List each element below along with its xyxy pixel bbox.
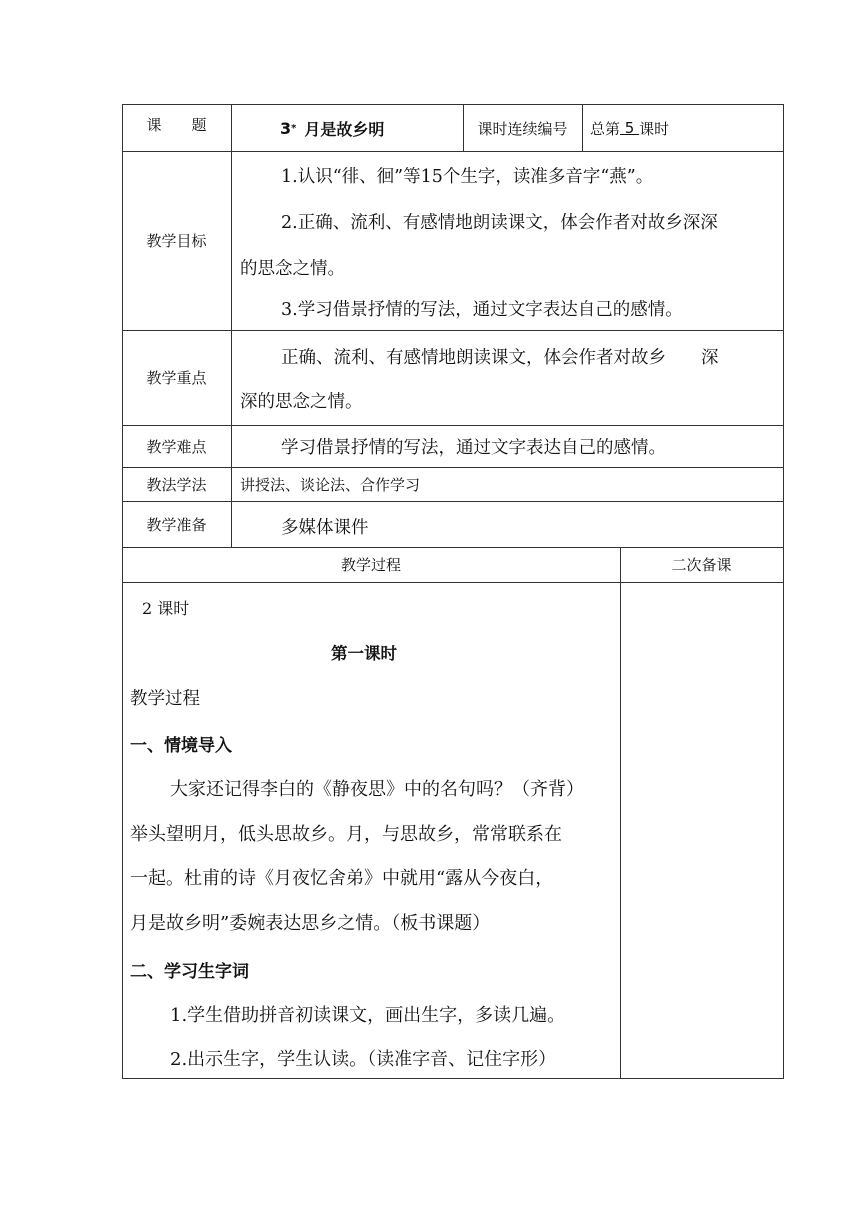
hours-text: 2 课时 [142, 599, 190, 618]
section2-line-1: 1.学生借助拼音初读课文，画出生字，多读几遍。 [170, 1005, 566, 1026]
notes-header: 二次备课 [671, 556, 732, 574]
total-cell [590, 104, 780, 152]
border-notes-col [620, 547, 621, 1079]
key-label: 教学重点 [146, 369, 207, 387]
goal-2-cont: 的思念之情。 [240, 259, 345, 279]
section2-line-2: 2.出示生字，学生认读。（读准字音、记住字形） [170, 1049, 557, 1070]
lesson-star: * [291, 122, 297, 134]
section1-line-2: 举头望明月，低头思故乡。月，与思故乡，常常联系在 [130, 824, 562, 845]
section2-title: 二、学习生字词 [130, 962, 249, 982]
total-prefix: 总第 [590, 119, 621, 138]
border-row7 [122, 582, 784, 583]
difficult-label: 教学难点 [146, 437, 207, 456]
total-suffix: 课时 [639, 119, 670, 138]
lesson-number: 3 [280, 118, 292, 138]
border-right [783, 104, 784, 1079]
goals-label: 教学目标 [146, 232, 207, 250]
process-header: 教学过程 [340, 556, 401, 574]
goal-3: 3.学习借景抒情的写法，通过文字表达自己的感情。 [281, 300, 683, 320]
section1-line-1: 大家还记得李白的《静夜思》中的名句吗？（齐背） [170, 779, 584, 800]
goal-2: 2.正确、流利、有感情地朗读课文，体会作者对故乡深深 [281, 213, 718, 233]
method-label: 教法学法 [146, 475, 207, 494]
difficult-text: 学习借景抒情的写法，通过文字表达自己的感情。 [281, 438, 666, 458]
section1-line-3: 一起。杜甫的诗《月夜忆舍弟》中就用“露从今夜白， [130, 868, 554, 889]
key-line-2: 深的思念之情。 [240, 392, 363, 412]
process-title: 教学过程 [130, 689, 200, 709]
method-text: 讲授法、谈论法、合作学习 [240, 475, 421, 494]
lesson-title: 月是故乡明 [304, 119, 385, 139]
border-serial-col [582, 104, 583, 152]
total-value: 5 [620, 119, 640, 137]
key-line-1: 正确、流利、有感情地朗读课文，体会作者对故乡 深 [281, 348, 719, 368]
prep-text: 多媒体课件 [281, 518, 369, 538]
first-hour-title: 第一课时 [331, 644, 397, 663]
serial-label: 课时连续编号 [477, 119, 568, 138]
border-bottom [122, 1078, 784, 1079]
section1-title: 一、情境导入 [130, 736, 232, 756]
goal-1: 1.认识“徘、徊”等15个生字，读准多音字“燕”。 [281, 167, 654, 187]
lesson-title-cell [280, 104, 463, 152]
section1-line-4: 月是故乡明”委婉表达思乡之情。（板书课题） [130, 913, 491, 934]
topic-label: 课 题 [146, 115, 207, 134]
prep-label: 教学准备 [146, 515, 207, 534]
border-label-col [231, 104, 232, 548]
